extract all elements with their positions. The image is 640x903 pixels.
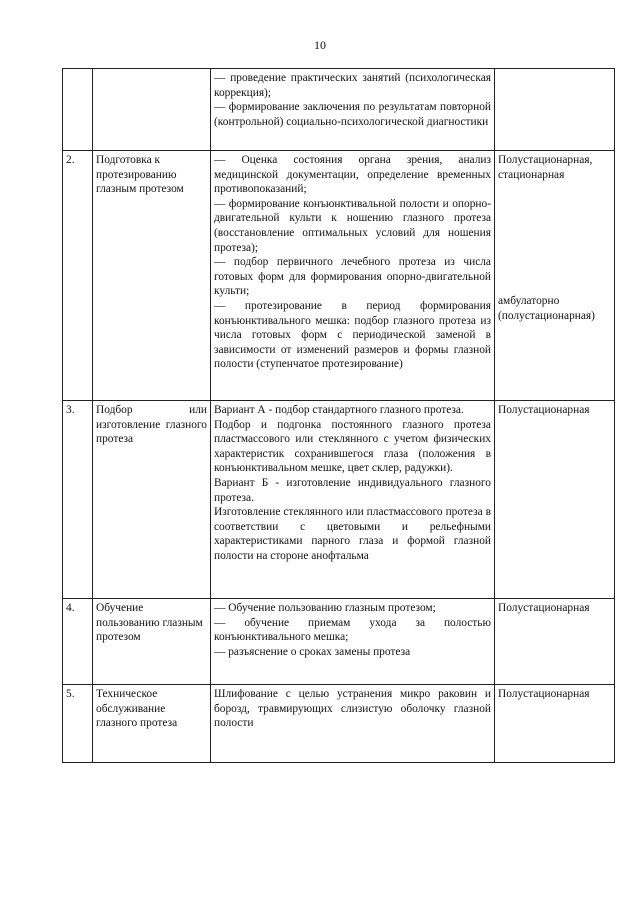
description-paragraph: Вариант Б - изготовление индивидуального глазного протеза. (214, 476, 491, 504)
stage-description (211, 401, 495, 599)
stage-name: Обучение пользованию глазным протезом (93, 599, 211, 685)
table-row (63, 401, 615, 599)
table-row (63, 151, 615, 401)
description-paragraph: — разъяснение о сроках замены протеза (214, 645, 411, 658)
stage-name: Подготовка к протезированию глазным протезом (93, 151, 211, 401)
table-row (63, 599, 615, 685)
stage-name: Подбор или изготовление глазного протеза (93, 401, 211, 599)
stage-name (93, 69, 211, 151)
stage-description (211, 151, 495, 401)
row-number: 4. (63, 599, 93, 685)
description-paragraph: Подбор и подгонка постоянного глазного протеза пластмассового или стеклянного с учетом физических характеристик сохранившегося глаза (положения в конъюнктивальном мешке, цвет склер, радужки). (214, 418, 491, 475)
row-number: 5. (63, 685, 93, 763)
description-paragraph: — формирование конъюнктивальной полости и опорно-двигательной культи к ношению глазного протеза (восстановление оптимальных условий для ношения протеза); (214, 197, 491, 254)
row-number: 3. (63, 401, 93, 599)
row-number: 2. (63, 151, 93, 401)
service-form (495, 151, 615, 401)
page-number: 10 (314, 38, 326, 52)
description-paragraph: — проведение практических занятий (психологическая коррекция); (214, 72, 491, 99)
table-row (63, 685, 615, 763)
description-paragraph: — формирование заключения по результатам повторной (контрольной) социально-психологической диагностики (214, 101, 491, 128)
description-paragraph: — подбор первичного лечебного протеза из числа готовых форм для формирования опорно-двигательной культи; (214, 256, 491, 298)
stage-description (211, 69, 495, 151)
service-form-primary: Полустационарная, стационарная (498, 154, 593, 181)
stage-description (211, 599, 495, 685)
service-form-secondary: амбулаторно (полустационарная) (498, 295, 595, 322)
description-paragraph: — Оценка состояния органа зрения, анализ медицинской документации, определение временных противопоказаний; (214, 154, 491, 196)
service-form: Полустационарная (495, 401, 615, 599)
description-paragraph: Изготовление стеклянного или пластмассового протеза в соответствии с цветовыми и рельефными характеристиками парного глаза и формой глазной полости на стороне анофтальма (214, 506, 491, 562)
stage-description (211, 685, 495, 763)
description-paragraph: — протезирование в период формирования конъюнктивального мешка: подбор глазного протеза из числа готовых форм с периодической заменой в зависимости от изменений размеров и формы глазной полости (ступенчатое протезирование) (214, 299, 491, 371)
description-paragraph: Вариант А - подбор стандартного глазного протеза. (214, 404, 464, 416)
row-number (63, 69, 93, 151)
service-form: Полустационарная (495, 599, 615, 685)
table-row (63, 69, 615, 151)
service-form (495, 69, 615, 151)
procedures-table (62, 68, 615, 763)
description-paragraph: — Обучение пользованию глазным протезом; (214, 602, 436, 614)
description-paragraph: Шлифование с целью устранения микро раковин и борозд, травмирующих слизистую оболочку глазной полости (214, 688, 491, 730)
service-form: Полустационарная (495, 685, 615, 763)
stage-name: Техническое обслуживание глазного протеза (93, 685, 211, 763)
description-paragraph: — обучение приемам ухода за полостью конъюнктивального мешка; (214, 616, 491, 644)
